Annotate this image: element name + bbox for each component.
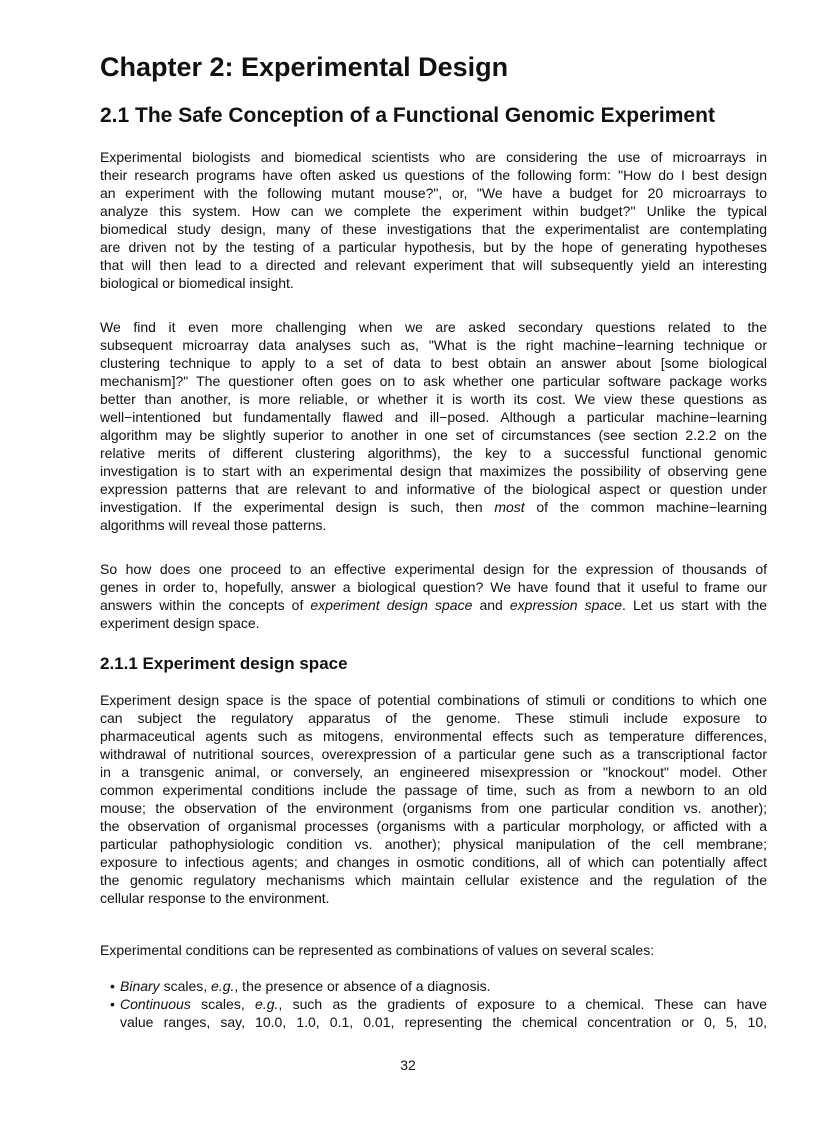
text-line (120, 995, 767, 1013)
section-title: 2.1 The Safe Conception of a Functional Genomic Experiment (100, 104, 715, 127)
text-line (120, 1013, 767, 1031)
text-segment: biomedical study design, many of these investigations that the experimentalist are contemplating (100, 221, 767, 237)
text-line (100, 614, 767, 632)
text-line (100, 238, 767, 256)
text-segment: pharmaceutical agents such as mitogens, environmental effects such as temperature differences, (100, 728, 767, 744)
text-segment: . Let us start with the (622, 597, 768, 613)
text-line (100, 220, 767, 238)
paragraph (100, 148, 767, 292)
bullet-icon: • (110, 996, 115, 1012)
text-segment: can subject the regulatory apparatus of the genome. These stimuli include exposure to (100, 710, 767, 726)
text-segment: mechanism]?" The questioner often goes on to ask whether one particular software package works (100, 373, 767, 389)
text-line (100, 372, 767, 390)
text-line (100, 426, 767, 444)
text-segment: subsequent microarray data analyses such as, "What is the right machine−learning technique or (100, 337, 767, 353)
text-segment: the observation of organismal processes (organisms with a particular morphology, or afficted with a (100, 818, 767, 834)
text-segment: particular pathophysiologic condition vs. another); physical manipulation of the cell membrane; (100, 836, 767, 852)
text-segment: clustering technique to apply to a set of data to best obtain an answer about [some biological (100, 355, 767, 371)
text-line (100, 336, 767, 354)
text-line (100, 596, 767, 614)
text-segment: common experimental conditions include the passage of time, such as from a newborn to an old (100, 782, 767, 798)
text-segment: So how does one proceed to an effective experimental design for the expression of thousands of (100, 561, 767, 577)
chapter-title: Chapter 2: Experimental Design (100, 52, 509, 82)
text-line (100, 498, 767, 516)
text-segment: and (472, 597, 510, 613)
text-line (100, 256, 767, 274)
text-line (100, 871, 767, 889)
emphasis-text: e.g. (255, 996, 279, 1012)
text-segment: an experiment with the following mutant mouse?", or, "We have a budget for 20 microarrays to (100, 185, 767, 201)
emphasis-text: e.g. (211, 978, 235, 994)
text-line (100, 354, 767, 372)
text-segment: well−intentioned but fundamentally flawed and ill−posed. Although a particular machine−learning (100, 409, 767, 425)
text-segment: biological or biomedical insight. (100, 275, 294, 291)
text-segment: in a transgenic animal, or conversely, an engineered misexpression or "knockout" model. Other (100, 764, 767, 780)
text-line (100, 578, 767, 596)
text-line (100, 408, 767, 426)
text-line (120, 977, 767, 995)
text-segment: cellular response to the environment. (100, 890, 330, 906)
text-segment: algorithm may be slightly superior to another in one set of circumstances (see section 2.2.2 on the (100, 427, 767, 443)
text-segment: of the common machine−learning (524, 499, 767, 515)
text-line (100, 853, 767, 871)
text-segment: mouse; the observation of the environment (organisms from one particular condition vs. another); (100, 800, 767, 816)
paragraph (100, 691, 767, 907)
text-line (100, 763, 767, 781)
bullet-item (110, 995, 767, 1031)
text-segment: experiment design space. (100, 615, 260, 631)
text-segment: genes in order to, hopefully, answer a biological question? We have found that it useful to frame our (100, 579, 767, 595)
text-segment: exposure to infectious agents; and changes in osmotic conditions, all of which can potentially affect (100, 854, 767, 870)
subsection-title: 2.1.1 Experiment design space (100, 654, 348, 673)
text-segment: analyze this system. How can we complete the experiment within budget?" Unlike the typical (100, 203, 767, 219)
text-line (100, 941, 767, 959)
emphasis-text: experiment design space (310, 597, 473, 613)
text-segment: scales, (190, 996, 256, 1012)
text-line (100, 390, 767, 408)
text-line (100, 835, 767, 853)
text-segment: are driven not by the testing of a particular hypothesis, but by the hope of generating hypotheses (100, 239, 767, 255)
emphasis-text: most (494, 499, 525, 515)
text-line (100, 444, 767, 462)
text-line (100, 560, 767, 578)
text-segment: their research programs have often asked us questions of the following form: "How do I best design (100, 167, 767, 183)
text-segment: value ranges, say, 10.0, 1.0, 0.1, 0.01, representing the chemical concentration or 0, 5, 10, (120, 1014, 767, 1030)
text-line (100, 799, 767, 817)
text-line (100, 148, 767, 166)
text-line (100, 480, 767, 498)
emphasis-text: Binary (120, 978, 160, 994)
text-segment: , the presence or absence of a diagnosis. (234, 978, 491, 994)
text-segment: Experiment design space is the space of potential combinations of stimuli or conditions to which one (100, 692, 767, 708)
text-segment: that will then lead to a directed and relevant experiment that will subsequently yield an interesting (100, 257, 767, 273)
text-segment: expression patterns that are relevant to and informative of the biological aspect or question under (100, 481, 767, 497)
text-segment: relative merits of different clustering algorithms), the key to a successful functional genomic (100, 445, 767, 461)
text-segment: Experimental biologists and biomedical scientists who are considering the use of microarrays in (100, 149, 767, 165)
text-segment: answers within the concepts of (100, 597, 311, 613)
paragraph (100, 560, 767, 632)
paragraph (100, 941, 767, 959)
emphasis-text: expression space (509, 597, 622, 613)
emphasis-text: Continuous (120, 996, 191, 1012)
text-line (100, 202, 767, 220)
text-segment: withdrawal of nutritional sources, overexpression of a particular gene such as a transcriptional factor (100, 746, 767, 762)
text-line (100, 318, 767, 336)
text-segment: investigation is to start with an experimental design that maximizes the possibility of observing gene (100, 463, 767, 479)
text-segment: the genomic regulatory mechanisms which maintain cellular existence and the regulation of the (100, 872, 767, 888)
bullet-icon: • (110, 978, 115, 994)
text-segment: , such as the gradients of exposure to a chemical. These can have (278, 996, 767, 1012)
text-line (100, 727, 767, 745)
text-segment: scales, (159, 978, 212, 994)
text-segment: investigation. If the experimental design is such, then (100, 499, 495, 515)
text-line (100, 184, 767, 202)
text-line (100, 889, 767, 907)
text-line (100, 516, 767, 534)
text-segment: better than another, is more reliable, or whether it is worth its cost. We view these questions as (100, 391, 767, 407)
text-line (100, 745, 767, 763)
text-line (100, 691, 767, 709)
text-line (100, 781, 767, 799)
text-line (100, 462, 767, 480)
text-line (100, 166, 767, 184)
text-segment: algorithms will reveal those patterns. (100, 517, 327, 533)
text-segment: We find it even more challenging when we are asked secondary questions related to the (100, 319, 767, 335)
paragraph (100, 318, 767, 534)
bullet-item (110, 977, 767, 995)
text-line (100, 817, 767, 835)
text-line (100, 709, 767, 727)
text-line (100, 274, 767, 292)
page-number: 32 (400, 1057, 416, 1073)
text-segment: Experimental conditions can be represented as combinations of values on several scales: (100, 942, 655, 958)
